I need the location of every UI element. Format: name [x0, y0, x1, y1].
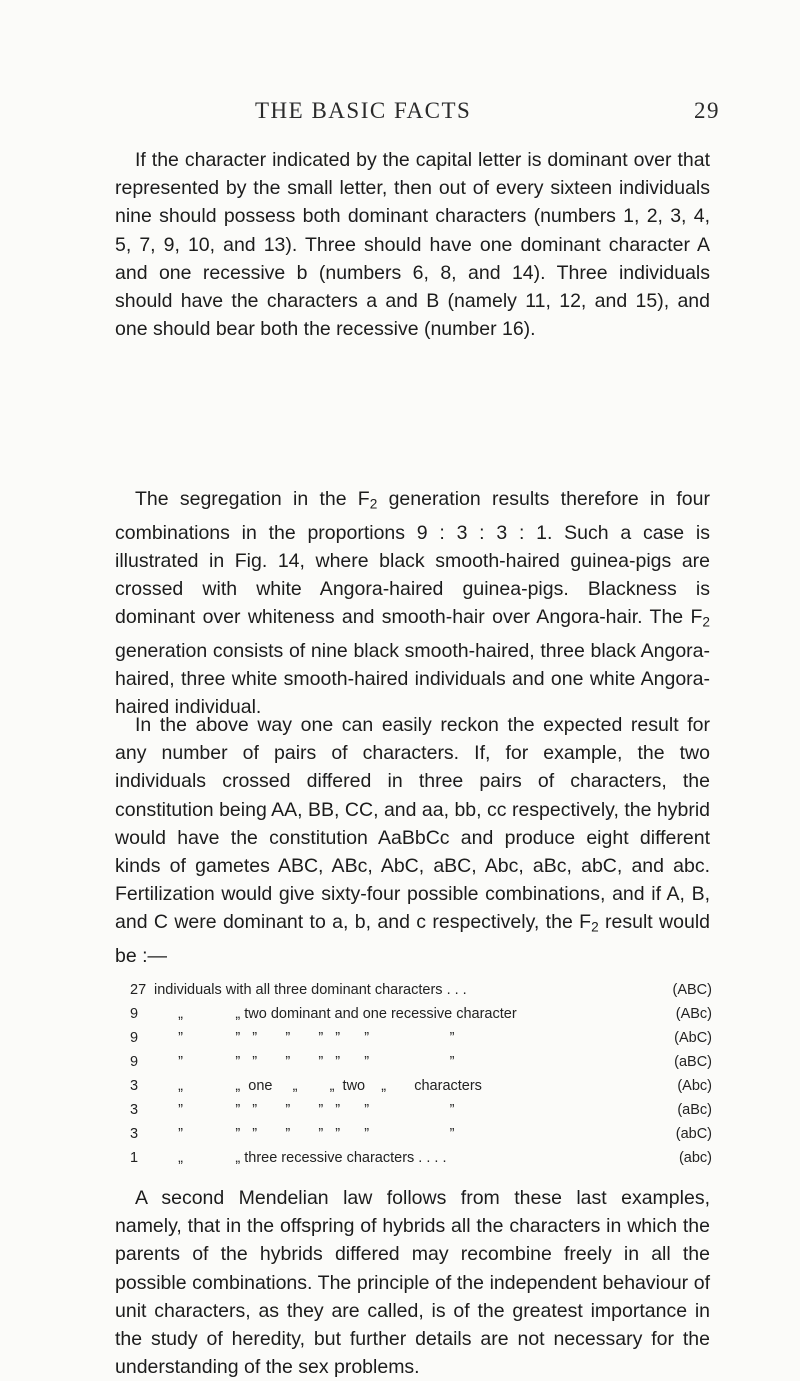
paragraph-three-pairs [115, 711, 710, 970]
table-row [130, 1122, 710, 1146]
subscript: 2 [702, 614, 710, 630]
row-count: 3 [130, 1126, 139, 1142]
row-genotype: (ABc) [675, 1006, 712, 1022]
f2-combination-table [130, 978, 710, 1170]
page-header [0, 98, 800, 128]
row-description: ” ” ” ” ” ” ” ” [154, 1054, 455, 1070]
paragraph-text: The segregation in the F [135, 488, 370, 510]
paragraph-text: generation results therefore in four combinations in the proportions 9 : 3 : 3 : 1. Such a case is illustrated in Fig. 14, where black smooth-haired guinea-pigs are crossed with white Angora-haired guinea-pigs. Blackness is dominant over whiteness and smooth-hair over Angora-hair. The F [115, 488, 710, 629]
row-count: 3 [130, 1078, 139, 1094]
table-row [130, 1050, 710, 1074]
row-genotype: (AbC) [674, 1030, 712, 1046]
row-description: „ „ two dominant and one recessive character [154, 1006, 517, 1022]
paragraph-text: result would be :— [115, 911, 711, 968]
paragraph-segregation [115, 485, 710, 721]
row-genotype: (ABC) [672, 982, 712, 998]
table-row [130, 1074, 710, 1098]
paragraph-text: In the above way one can easily reckon the expected result for any number of pairs of characters. If, for example, the two individuals crossed differed in three pairs of characters, the constitution being AA, BB, CC, and aa, bb, cc respectively, the hybrid would have the constitution AaBbCc and produce eight different kinds of gametes ABC, ABc, AbC, aBC, Abc, aBc, abC, and abc. Fertilization would give sixty-four possible combinations, and if A, B, and C were dominant to a, b, and c respectively, the F [115, 714, 710, 934]
paragraph-dominance-counts [115, 146, 710, 343]
row-description: individuals with all three dominant characters . . . [154, 982, 467, 998]
paragraph-text: generation consists of nine black smooth-haired, three black Angora-haired, three white smooth-haired individuals and one white Angora-haired individual. [115, 639, 710, 719]
row-genotype: (Abc) [677, 1078, 712, 1094]
row-genotype: (abC) [675, 1126, 712, 1142]
table-row [130, 1098, 710, 1122]
table-row [130, 978, 710, 1002]
table-row [130, 1026, 710, 1050]
subscript: 2 [369, 496, 378, 512]
row-genotype: (aBC) [674, 1054, 712, 1070]
row-count: 9 [130, 1006, 139, 1022]
row-description: ” ” ” ” ” ” ” ” [154, 1030, 455, 1046]
paragraph-text: If the character indicated by the capital letter is dominant over that represented by the small letter, then out of every sixteen individuals nine should possess both dominant characters (numbers 1, 2, 3, 4, 5, 7, 9, 10, and 13). Three should have one dominant character A and one recessive b (numbers 6, 8, and 14). Three individuals should have the characters a and B (namely 11, 12, and 15), and one should bear both the recessive (number 16). [115, 149, 710, 341]
row-genotype: (aBc) [677, 1102, 712, 1118]
table-row [130, 1002, 710, 1026]
page-number: 29 [694, 98, 720, 123]
row-genotype: (abc) [678, 1150, 712, 1166]
row-count: 9 [130, 1030, 139, 1046]
row-count: 9 [130, 1054, 139, 1070]
row-description: „ „ one „ „ two „ characters [154, 1078, 482, 1094]
paragraph-second-law [115, 1184, 710, 1381]
subscript: 2 [591, 919, 599, 935]
running-title: THE BASIC FACTS [255, 98, 472, 123]
row-count: 27 [130, 982, 147, 998]
row-description: „ „ three recessive characters . . . . [154, 1150, 447, 1166]
row-count: 1 [130, 1150, 139, 1166]
row-count: 3 [130, 1102, 139, 1118]
row-description: ” ” ” ” ” ” ” ” [154, 1126, 455, 1142]
paragraph-text: A second Mendelian law follows from these last examples, namely, that in the offspring of hybrids all the characters in which the parents of the hybrids differed may recombine freely in all the possible combinations. The principle of the independent behaviour of unit characters, as they are called, is of the greatest importance in the study of heredity, but further details are not necessary for the understanding of the sex problems. [115, 1187, 710, 1379]
row-description: ” ” ” ” ” ” ” ” [154, 1102, 455, 1118]
table-row [130, 1146, 710, 1170]
